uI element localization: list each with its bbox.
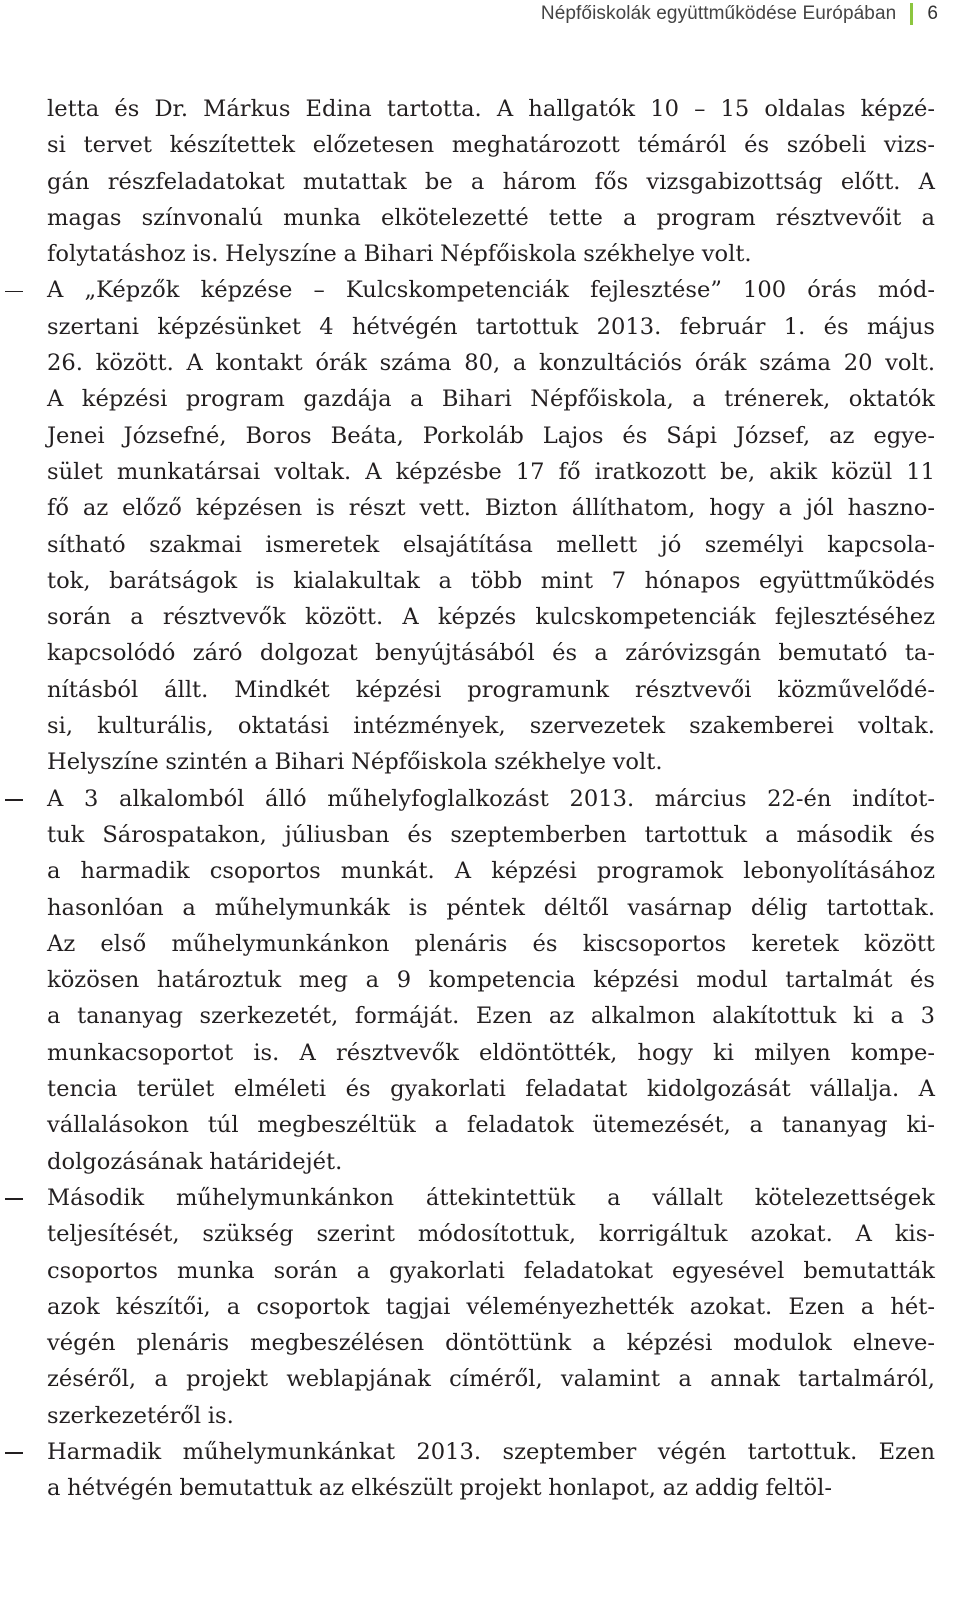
text-line: si, kulturális, oktatási intézmények, szervezetek szakemberei voltak. (47, 713, 935, 740)
page-number: 6 (927, 3, 938, 24)
text-line: tencia terület elméleti és gyakorlati feladatat kidolgozását vállalja. A (47, 1076, 935, 1103)
text-line: tok, barátságok is kialakultak a több mint 7 hónapos együttműködés (47, 567, 935, 594)
text-line: Az első műhelymunkánkon plenáris és kiscsoportos keretek között (47, 930, 935, 957)
text-line: si tervet készítettek előzetesen meghatározott témáról és szóbeli vizs- (47, 132, 935, 159)
dash-bullet-icon (5, 1180, 25, 1216)
text-line: a tananyag szerkezetét, formáját. Ezen az alkalmon alakítottuk ki a 3 (47, 1003, 935, 1030)
text-line: zéséről, a projekt weblapjának címéről, valamint a annak tartalmáról, (47, 1366, 935, 1393)
text-line: teljesítését, szükség szerint módosítottuk, korrigáltuk azokat. A kis- (47, 1221, 935, 1248)
text-line: tuk Sárospatakon, júliusban és szeptemberben tartottuk a második és (47, 821, 935, 848)
bullet-paragraph (0, 781, 960, 1180)
text-line: hasonlóan a műhelymunkák is péntek déltől vasárnap délig tartottak. (47, 894, 935, 921)
dash-bullet-icon (5, 1434, 25, 1470)
text-line: a hétvégén bemutattuk az elkészült projekt honlapot, az addig feltöl- (47, 1475, 832, 1502)
text-line: csoportos munka során a gyakorlati feladatokat egyesével bemutatták (47, 1257, 935, 1284)
text-line: fő az előző képzésen is részt vett. Bizton állíthatom, hogy a jól haszno- (47, 495, 935, 522)
paragraph (0, 91, 960, 272)
text-line: A „Képzők képzése – Kulcskompetenciák fejlesztése” 100 órás mód- (47, 277, 935, 304)
text-line: letta és Dr. Márkus Edina tartotta. A hallgatók 10 – 15 oldalas képzé- (47, 96, 935, 122)
text-line: végén plenáris megbeszélésen döntöttünk a képzési modulok elneve- (47, 1330, 935, 1357)
text-line: vállalásokon túl megbeszéltük a feladatok ütemezését, a tananyag ki- (47, 1112, 935, 1139)
text-line: Második műhelymunkánkon áttekintettük a vállalt kötelezettségek (47, 1184, 935, 1211)
text-line: Jenei Józsefné, Boros Beáta, Porkoláb Lajos és Sápi József, az egye- (47, 422, 935, 449)
bullet-paragraph (0, 272, 960, 780)
running-header (541, 0, 938, 28)
text-line: folytatáshoz is. Helyszíne a Bihari Népfőiskola székhelye volt. (47, 241, 752, 268)
text-line: azok készítői, a csoportok tagjai véleményezhették azokat. Ezen a hét- (47, 1293, 935, 1320)
body-text (0, 91, 960, 1507)
header-separator (910, 3, 913, 25)
text-line: sület munkatársai voltak. A képzésbe 17 fő iratkozott be, akik közül 11 (47, 458, 935, 485)
dash-bullet-icon (5, 781, 25, 817)
text-line: 26. között. A kontakt órák száma 80, a konzultációs órák száma 20 volt. (47, 350, 935, 377)
text-line: gán részfeladatokat mutattak be a három fős vizsgabizottság előtt. A (47, 168, 935, 195)
text-line: szertani képzésünket 4 hétvégén tartottuk 2013. február 1. és május (47, 313, 935, 340)
text-line: során a résztvevők között. A képzés kulcskompetenciák fejlesztéséhez (47, 604, 935, 631)
text-line: Harmadik műhelymunkánkat 2013. szeptember végén tartottuk. Ezen (47, 1438, 935, 1465)
dash-bullet-icon (5, 272, 25, 308)
text-line: magas színvonalú munka elkötelezetté tette a program résztvevőit a (47, 204, 935, 231)
text-line: Helyszíne szintén a Bihari Népfőiskola székhelye volt. (47, 749, 663, 776)
text-line: dolgozásának határidejét. (47, 1148, 343, 1175)
bullet-paragraph (0, 1180, 960, 1434)
text-line: A képzési program gazdája a Bihari Népfőiskola, a trénerek, oktatók (47, 386, 935, 413)
text-line: munkacsoportot is. A résztvevők eldöntötték, hogy ki milyen kompe- (47, 1039, 935, 1066)
text-line: nításból állt. Mindkét képzési programunk résztvevői közművelődé- (47, 676, 935, 703)
text-line: a harmadik csoportos munkát. A képzési programok lebonyolításához (47, 858, 935, 885)
text-line: sítható szakmai ismeretek elsajátítása mellett jó személyi kapcsola- (47, 531, 935, 558)
bullet-paragraph (0, 1434, 960, 1507)
text-line: szerkezetéről is. (47, 1402, 234, 1429)
text-line: kapcsolódó záró dolgozat benyújtásából és a záróvizsgán bemutató ta- (47, 640, 935, 667)
text-line: A 3 alkalomból álló műhelyfoglalkozást 2013. március 22-én indítot- (47, 785, 935, 812)
running-header-title: Népfőiskolák együttműködése Európában (540, 3, 897, 24)
text-line: közösen határoztuk meg a 9 kompetencia képzési modul tartalmát és (47, 967, 935, 994)
